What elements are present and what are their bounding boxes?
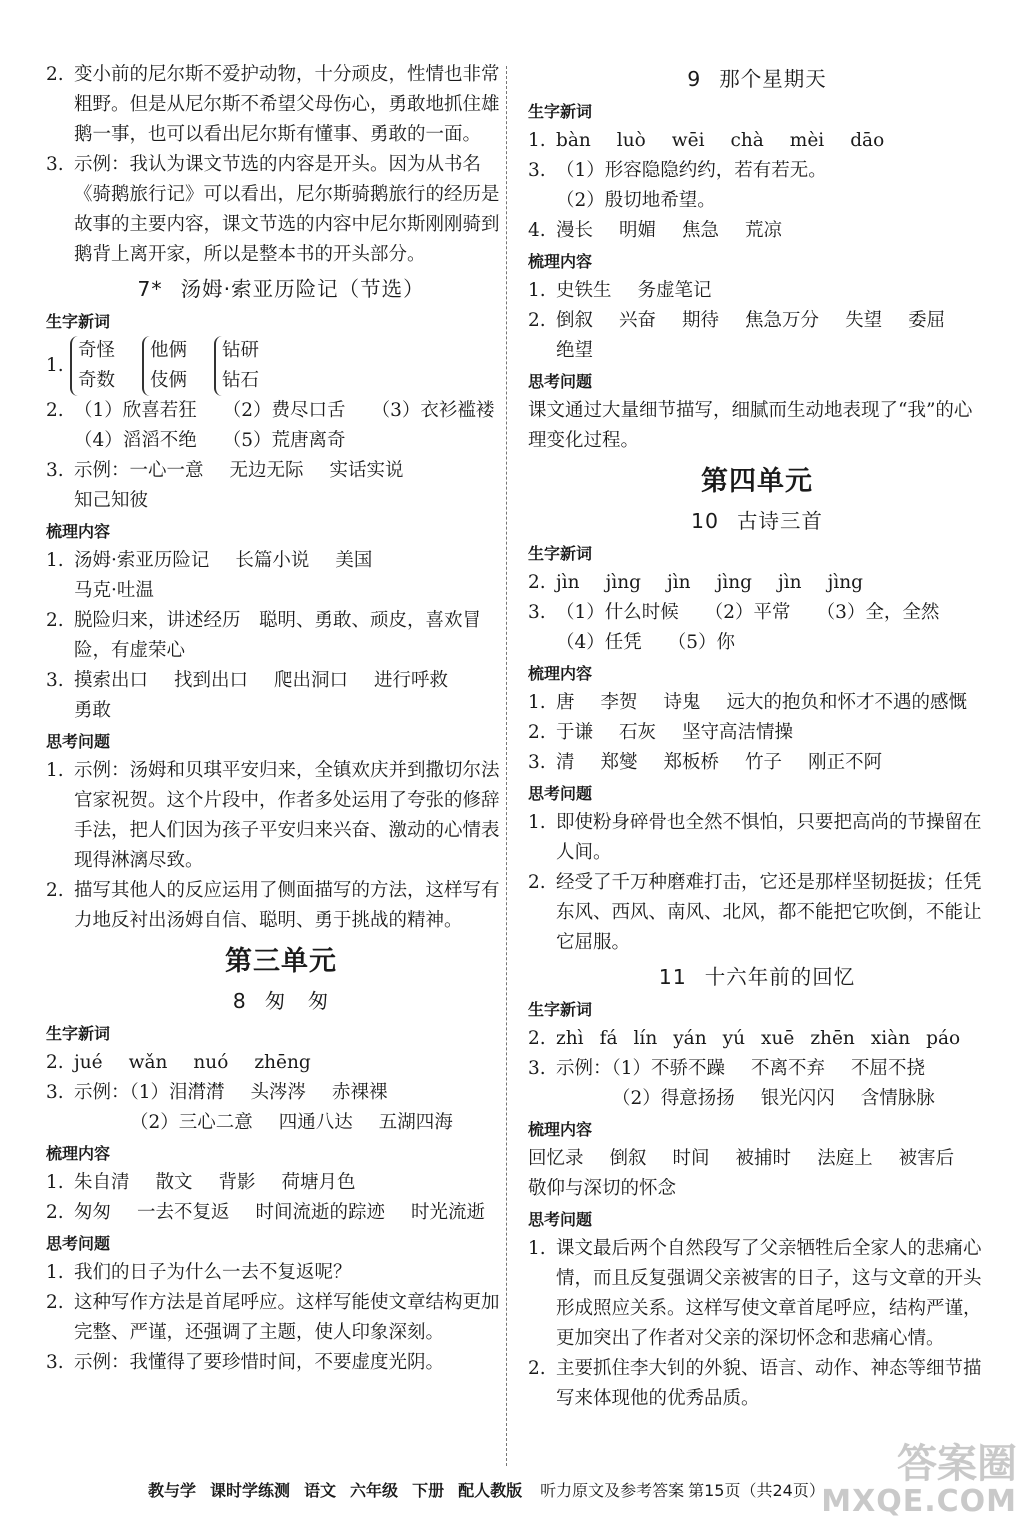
list-item: 敬仰与深切的怀念 [528, 1178, 677, 1199]
list-item: 4. 漫长 明媚 焦急 荒凉 [528, 220, 783, 241]
list-item: 1. 课文最后两个自然段写了父亲牺牲后全家人的悲痛心情，而且反复强调父亲被害的日子，这与文章的开头形成照应关系。这样写使文章首尾呼应，结构严谨，更加突出了作者对父亲的深切怀念和悲痛心情。 [528, 1238, 982, 1349]
unit-title: 第三单元 [225, 946, 337, 977]
list-item: 2. jìn jìng jìn jìng jìn jìng [528, 572, 863, 593]
page-footer: 教与学 课时学练测 语文 六年级 下册 配人教版 听力原文及参考答案 第15页（共24页） [148, 1481, 825, 1500]
list-item: （4）滔滔不绝 （5）荒唐离奇 [74, 430, 346, 451]
section-heading: 梳理内容 [528, 252, 593, 271]
list-item: 3. （1）形容隐隐约约，若有若无。 [528, 160, 827, 181]
lesson-title: 10 古诗三首 [690, 509, 824, 533]
list-item: 3. 示例：一心一意 无边无际 实话实说 [46, 460, 404, 481]
answer-text: 课文通过大量细节描写，细腻而生动地表现了“我”的心理变化过程。 [528, 400, 973, 451]
section-heading: 生字新词 [528, 544, 593, 563]
section-heading: 梳理内容 [528, 1120, 593, 1139]
list-item: 2. 描写其他人的反应运用了侧面描写的方法，这样写有力地反衬出汤姆自信、聪明、勇于挑战的精神。 [46, 880, 500, 931]
list-item: 3. （1）什么时候 （2）平常 （3）全，全然 [528, 602, 940, 623]
right-column [528, 60, 986, 1414]
section-heading: 生字新词 [46, 1024, 111, 1043]
section-heading: 梳理内容 [528, 664, 593, 683]
word-group: 他俩 伎俩 [142, 336, 187, 396]
list-item: 回忆录 倒叙 时间 被捕时 法庭上 被害后 [528, 1148, 955, 1169]
list-item: 勇敢 [74, 700, 112, 721]
list-item: 3. 摸索出口 找到出口 爬出洞口 进行呼救 [46, 670, 449, 691]
section-heading: 梳理内容 [46, 522, 111, 541]
list-item: 1. 史铁生 务虚笔记 [528, 280, 712, 301]
list-item: （2）三心二意 四通八达 五湖四海 [130, 1112, 453, 1133]
list-item: 2. jué wǎn nuó zhēng [46, 1052, 311, 1073]
lesson-title: 9 那个星期天 [687, 67, 827, 91]
list-item: 2. 这种写作方法是首尾呼应。这样写能使文章结构更加完整、严谨，还强调了主题，使人印象深刻。 [46, 1292, 500, 1343]
section-heading: 生字新词 [46, 312, 111, 331]
section-heading: 梳理内容 [46, 1144, 111, 1163]
word-group: 奇怪 奇数 [70, 336, 115, 396]
list-item: 2. 匆匆 一去不复返 时间流逝的踪迹 时光流逝 [46, 1202, 486, 1223]
list-item: 1. 朱自清 散文 背影 荷塘月色 [46, 1172, 356, 1193]
list-item: 2. 变小前的尼尔斯不爱护动物，十分顽皮，性情也非常粗野。但是从尼尔斯不希望父母伤心，勇敢地抓住雄鹅一事，也可以看出尼尔斯有懂事、勇敢的一面。 [46, 64, 500, 145]
list-item: 3. 示例：我认为课文节选的内容是开头。因为从书名《骑鹅旅行记》可以看出，尼尔斯骑鹅旅行的经历是故事的主要内容，课文节选的内容中尼尔斯刚刚骑到鹅背上离开家，所以是整本书的开头部分。 [46, 154, 500, 265]
list-item: 2. 主要抓住李大钊的外貌、语言、动作、神态等细节描写来体现他的优秀品质。 [528, 1358, 982, 1409]
list-item: 1. 奇怪 奇数 他俩 伎俩 钻研 钻石 [46, 336, 516, 396]
list-item: 3. 示例：（1）泪潸潸 头涔涔 赤裸裸 [46, 1082, 388, 1103]
list-item: 1. 即使粉身碎骨也全然不惧怕，只要把高尚的节操留在人间。 [528, 812, 982, 863]
list-item: 2. 倒叙 兴奋 期待 焦急万分 失望 委屈 [528, 310, 946, 331]
list-item: 2. 于谦 石灰 坚守高洁情操 [528, 722, 794, 743]
section-heading: 思考问题 [46, 1234, 111, 1253]
list-item: 1. 我们的日子为什么一去不复返呢？ [46, 1262, 352, 1283]
unit-title: 第四单元 [701, 466, 813, 497]
list-item: 1. 汤姆·索亚历险记 长篇小说 美国 [46, 550, 373, 571]
list-item: 绝望 [556, 340, 594, 361]
list-item: 2. （1）欣喜若狂 （2）费尽口舌 （3）衣衫褴褛 [46, 400, 495, 421]
list-item: 2. 脱险归来，讲述经历 聪明、勇敢、顽皮，喜欢冒险，有虚荣心 [46, 610, 482, 661]
list-item: （4）任凭 （5）你 [556, 632, 736, 653]
section-heading: 思考问题 [528, 784, 593, 803]
column-divider [506, 66, 507, 1466]
list-item: 1. 示例：汤姆和贝琪平安归来，全镇欢庆并到撒切尔法官家祝贺。这个片段中，作者多处运用了夸张的修辞手法，把人们因为孩子平安归来兴奋、激动的心情表现得淋漓尽致。 [46, 760, 500, 871]
list-item: 3. 示例：（1）不骄不躁 不离不弃 不屈不挠 [528, 1058, 926, 1079]
list-item: 知己知彼 [74, 490, 149, 511]
list-item: 1. bàn luò wēi chà mèi dāo [528, 130, 885, 151]
list-item: 3. 清 郑燮 郑板桥 竹子 刚正不阿 [528, 752, 883, 773]
lesson-title: 7* 汤姆·索亚历险记（节选） [137, 277, 425, 301]
list-item: （2）得意扬扬 银光闪闪 含情脉脉 [612, 1088, 935, 1109]
section-heading: 生字新词 [528, 1000, 593, 1019]
lesson-title: 8 匆 匆 [232, 989, 330, 1013]
section-heading: 思考问题 [46, 732, 111, 751]
list-item: （2）殷切地希望。 [556, 190, 716, 211]
section-heading: 思考问题 [528, 372, 593, 391]
list-item: 马克·吐温 [74, 580, 154, 601]
word-group: 钻研 钻石 [214, 336, 259, 396]
left-column [46, 60, 516, 1378]
lesson-title: 11 十六年前的回忆 [658, 965, 856, 989]
list-item: 2. 经受了千万种磨难打击，它还是那样坚韧挺拔；任凭东风、西风、南风、北风，都不能把它吹倒，不能让它屈服。 [528, 872, 982, 953]
section-heading: 生字新词 [528, 102, 593, 121]
watermark-logo: 答案圈 MXQE.COM [821, 1441, 1017, 1519]
list-item: 1. 唐 李贺 诗鬼 远大的抱负和怀才不遇的感慨 [528, 692, 968, 713]
list-item: 2. zhì fá lín yán yú xuē zhēn xiàn páo [528, 1028, 961, 1049]
list-item: 3. 示例：我懂得了要珍惜时间，不要虚度光阴。 [46, 1352, 445, 1373]
section-heading: 思考问题 [528, 1210, 593, 1229]
